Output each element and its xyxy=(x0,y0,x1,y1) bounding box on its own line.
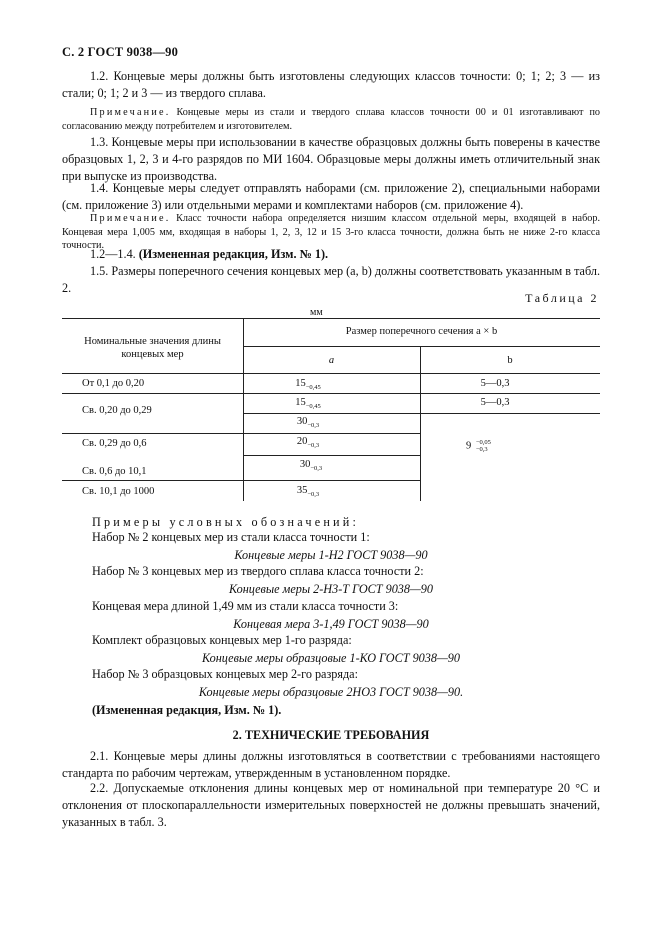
table-top-border xyxy=(62,318,600,319)
table-col-divider-1 xyxy=(243,318,244,501)
example-1-text: Набор № 2 концевых мер из стали класса точности 1: xyxy=(92,530,370,544)
example-4-code: Концевые меры образцовые 1-КО ГОСТ 9038—90 xyxy=(202,651,460,665)
paragraph-1-3: 1.3. Концевые меры при использовании в качестве образцовых должны быть поверены в качестве образцовых 1, 2, 3 и 4-го разрядов по МИ 1604. Образцовые меры должны иметь отличительный знак при выпуске из производства. xyxy=(62,135,600,183)
row-2-label: Св. 0,20 до 0,29 xyxy=(82,405,152,416)
table-header-divider xyxy=(243,346,600,347)
row-line-5 xyxy=(62,480,420,481)
note-2-label: Примечание. xyxy=(90,213,171,224)
note-1-text: Концевые меры из стали и твердого сплава классов точности 00 и 01 изготавливают по согласованию между потребителем и изготовителем. xyxy=(62,107,600,132)
row-6-label: Св. 10,1 до 1000 xyxy=(82,486,155,497)
row-4-a: $20_{-0,3}$ xyxy=(296,436,320,449)
table-header-bottom xyxy=(62,373,600,374)
row-line-1 xyxy=(62,393,600,394)
sub-header-b: b xyxy=(507,355,513,366)
row-4-label: Св. 0,29 до 0,6 xyxy=(82,438,147,449)
section-2-title: 2. ТЕХНИЧЕСКИЕ ТРЕБОВАНИЯ xyxy=(232,728,430,742)
col1-header: Номинальные значения длины концевых мер xyxy=(84,336,221,360)
example-2-code: Концевые меры 2-Н3-Т ГОСТ 9038—90 xyxy=(228,582,433,596)
paragraph-1-2: 1.2. Концевые меры должны быть изготовлены следующих классов точности: 0; 1; 2; 3 — из стали; 0; 1; 2 и 3 — из твердого сплава. xyxy=(62,69,600,100)
example-3-code: Концевая мера 3-1,49 ГОСТ 9038—90 xyxy=(233,617,429,631)
row-1-label: От 0,1 до 0,20 xyxy=(82,378,145,389)
b-merged-value: 9 −0,05 −0,3 xyxy=(466,439,491,453)
example-2-text: Набор № 3 концевых мер из твердого сплава класса точности 2: xyxy=(92,564,424,578)
sub-header-a: a xyxy=(328,355,335,366)
row-2-b: 5—0,3 xyxy=(480,397,510,408)
row-line-4 xyxy=(243,455,420,456)
row-6-a: $35_{-0,3}$ xyxy=(296,485,320,498)
paragraph-1-5: 1.5. Размеры поперечного сечения концевых мер (a, b) должны соответствовать указанным в табл. 2. xyxy=(62,264,600,295)
page-header: С. 2 ГОСТ 9038—90 xyxy=(62,45,179,59)
col2-header: Размер поперечного сечения a × b xyxy=(345,326,498,337)
note-1-label: Примечание. xyxy=(90,107,171,118)
row-5-a: $30_{-0,3}$ xyxy=(299,459,323,472)
row-1-b: 5—0,3 xyxy=(480,378,510,389)
row-5-label: Св. 0,6 до 10,1 xyxy=(82,466,147,477)
paragraph-2-2: 2.2. Допускаемые отклонения длины концевых мер от номинальной при температуре 20 °С и отклонения от плоскопараллельности измерительных поверхностей не должны превышать значений, указанных в табл. 3. xyxy=(62,781,600,829)
example-1-code: Концевые меры 1-Н2 ГОСТ 9038—90 xyxy=(234,548,428,562)
row-3-a: $30_{-0,3}$ xyxy=(296,416,320,429)
example-5-text: Набор № 3 образцовых концевых мер 2-го разряда: xyxy=(92,667,358,681)
edit-note-1-bold: (Измененная редакция, Изм. № 1). xyxy=(138,247,329,261)
note-2-text: Класс точности набора определяется низшим классом отдельной меры, входящей в набор. Концевая мера 1,005 мм, входящая в наборы 1, 2, 3, 12 и 15 3-го класса точности, должна быть не ниже 2-го класса точности. xyxy=(62,213,600,251)
edit-note-2: (Измененная редакция, Изм. № 1). xyxy=(92,703,282,717)
table-col-divider-2 xyxy=(420,346,421,501)
examples-title: Примеры условных обозначений: xyxy=(92,515,360,529)
paragraph-2-1: 2.1. Концевые меры длины должны изготовляться в соответствии с требованиями настоящего стандарта по рабочим чертежам, утвержденным в установленном порядке. xyxy=(62,749,600,780)
row-2-a: $15_{-0,45}$ xyxy=(295,397,321,410)
edit-note-1-prefix: 1.2—1.4. xyxy=(90,247,139,261)
note-1 xyxy=(62,106,600,133)
row-1-a: $15_{-0,45}$ xyxy=(295,378,321,391)
table-label: Таблица 2 xyxy=(525,291,599,305)
table-unit: мм xyxy=(310,307,323,318)
paragraph-1-4: 1.4. Концевые меры следует отправлять наборами (см. приложение 2), специальными наборами (см. приложение 3) или отдельными мерами и комплектами наборов (см. приложение 4). xyxy=(62,181,600,212)
row-line-2 xyxy=(243,413,600,414)
row-line-3 xyxy=(62,433,420,434)
edit-note-1 xyxy=(62,246,600,263)
example-3-text: Концевая мера длиной 1,49 мм из стали класса точности 3: xyxy=(92,599,399,613)
example-4-text: Комплект образцовых концевых мер 1-го разряда: xyxy=(92,633,352,647)
example-5-code: Концевые меры образцовые 2НО3 ГОСТ 9038—90. xyxy=(198,685,464,699)
